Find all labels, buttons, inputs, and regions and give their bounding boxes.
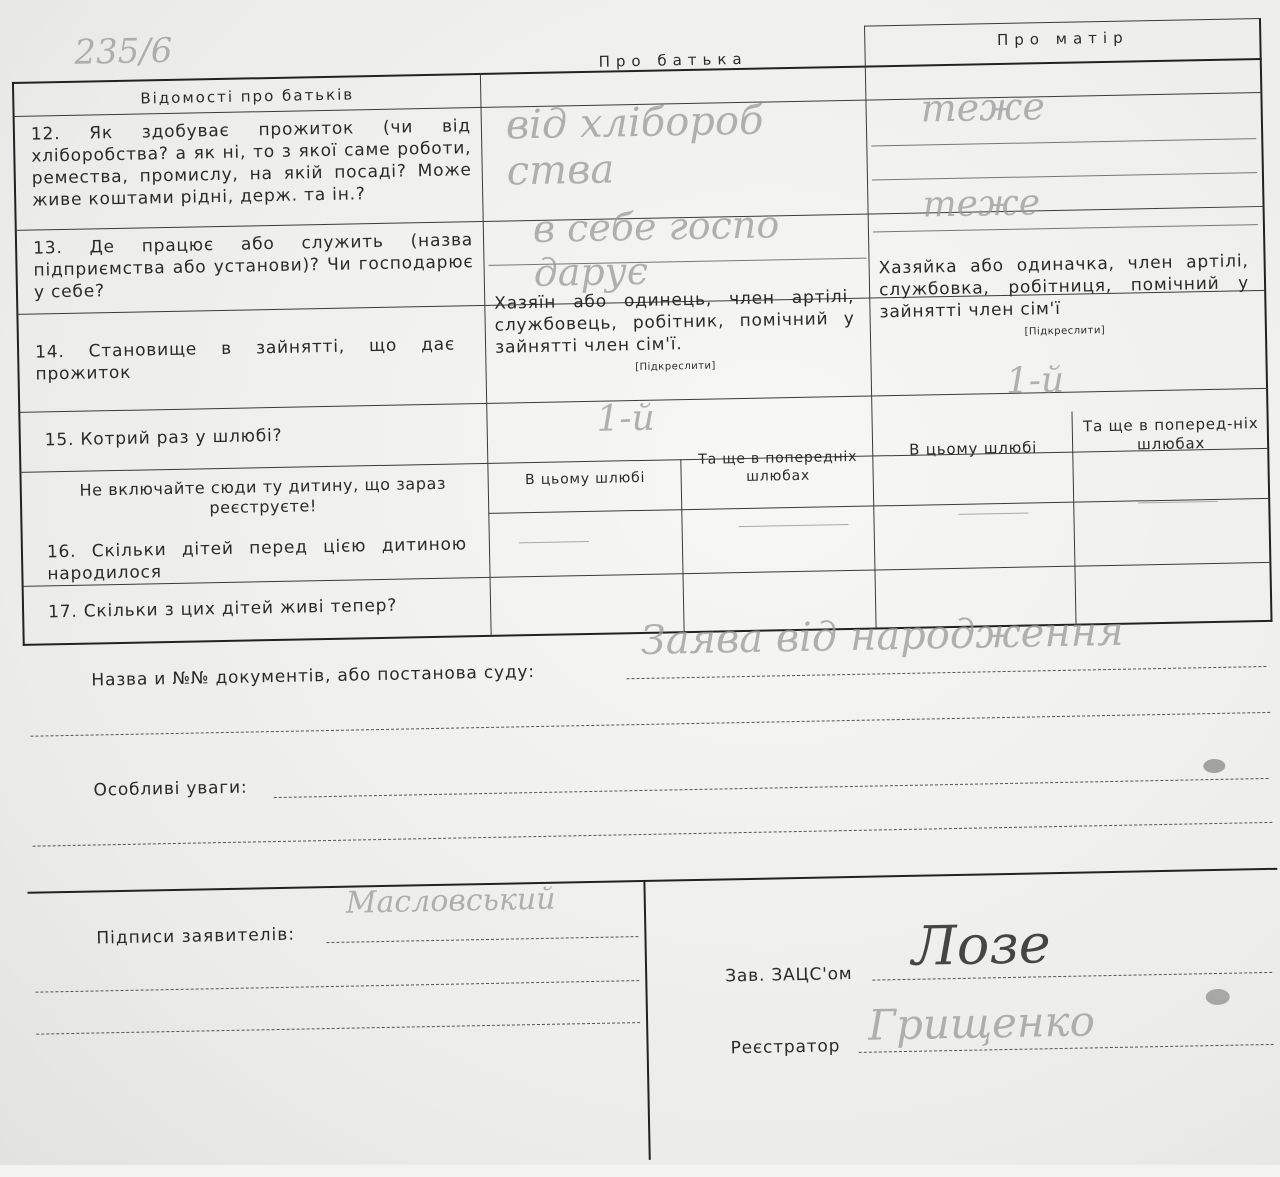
remarks-label: Особливі уваги:	[93, 777, 248, 801]
col-sep-1	[480, 73, 492, 637]
table-left-border	[12, 82, 25, 646]
header-parents-info: Відомості про батьків	[140, 85, 355, 108]
col-sep-father-sub	[680, 459, 684, 633]
row-sep-sub-header	[488, 498, 1270, 514]
col-sep-2	[865, 66, 877, 630]
q15-father-answer: 1-й	[596, 397, 656, 440]
mother-header-top	[864, 18, 1261, 27]
applicants-line-1	[327, 936, 639, 943]
q12-mother-line2	[872, 172, 1257, 180]
applicants-line-3	[36, 1022, 640, 1035]
q14-father-underline-note: [Підкреслити]	[635, 360, 717, 374]
q14-mother-options: Хазяйка або одиначка, член артілі, службовка, робітниця, помічний у зайнятті член сім'ї	[878, 251, 1250, 323]
applicants-line-2	[35, 980, 639, 993]
q13-father-answer: в себе госпо дарує	[532, 202, 780, 295]
documents-line-2	[30, 712, 1270, 737]
q16-mother-this-marriage: В цьому шлюбі	[908, 438, 1038, 459]
question-16: 16. Скільки дітей перед цією дитиною народилося	[46, 534, 468, 585]
documents-label: Назва и №№ документів, або постанова суду:	[91, 662, 535, 691]
q16-note: Не включайте сюди ту дитину, що зараз реєструєте!	[79, 473, 447, 518]
q16-dash-3	[958, 513, 1028, 515]
q14-father-options: Хазяїн або одинець, член артілі, службовець, робітник, помічний у зайнятті член сім'ї.	[494, 286, 855, 358]
question-14: 14. Становище в зайнятті, що дає прожиток	[34, 334, 456, 385]
ink-blot-2	[1206, 989, 1230, 1005]
table-right-border	[1259, 18, 1273, 622]
question-15: 15. Котрий раз у шлюбі?	[44, 425, 283, 451]
q12-mother-answer: теже	[920, 84, 1046, 131]
head-zags-signature: Лозе	[911, 912, 1052, 978]
applicants-label: Підписи заявителів:	[96, 924, 296, 949]
header-father: Про батька	[598, 49, 748, 71]
documents-answer: Заява від народження	[640, 608, 1124, 664]
q16-dash-2	[739, 524, 849, 527]
head-zags-label: Зав. ЗАЦС'ом	[725, 963, 853, 987]
question-12: 12. Як здобуває прожиток (чи від хліборобства? а як ні, то з якої саме роботи, ремества, промислу, на якій посаді? Може живе коштами рідні, держ. та ін.?	[30, 116, 472, 211]
col-sep-mother-sub	[1071, 412, 1076, 626]
q14-mother-underline-note: [Підкреслити]	[1024, 325, 1106, 338]
q16-dash-1	[519, 541, 589, 543]
q16-mother-prev-marriages: Та ще в поперед-ніх шлюбах	[1082, 414, 1259, 454]
q13-mother-answer: теже	[922, 182, 1041, 226]
registrar-label: Реєстратор	[730, 1036, 841, 1059]
question-17: 17. Скільки з цих дітей живі тепер?	[47, 595, 398, 623]
remarks-line-2	[33, 822, 1273, 847]
q12-father-answer: від хлібороб ства	[505, 97, 764, 195]
applicant-signature: Масловський	[345, 881, 556, 921]
signatures-divider	[643, 880, 650, 1160]
documents-line-1	[627, 666, 1267, 679]
page-number: 235/6	[74, 30, 173, 73]
q16-father-this-marriage: В цьому шлюбі	[524, 469, 646, 489]
q12-mother-line	[871, 138, 1256, 146]
remarks-line-1	[274, 778, 1269, 798]
ink-blot-1	[1203, 759, 1225, 773]
q15-mother-answer: 1-й	[1005, 359, 1065, 402]
question-13: 13. Де працює або служить (назва підприємства або установи)? Чи господарює у себе?	[32, 230, 474, 303]
q16-dash-4	[1138, 501, 1218, 504]
registrar-signature: Грищенко	[867, 996, 1096, 1050]
header-mother: Про матір	[996, 28, 1129, 50]
signatures-top-border	[27, 868, 1277, 894]
q16-father-prev-marriages: Та ще в попередніх шлюбах	[698, 448, 858, 485]
